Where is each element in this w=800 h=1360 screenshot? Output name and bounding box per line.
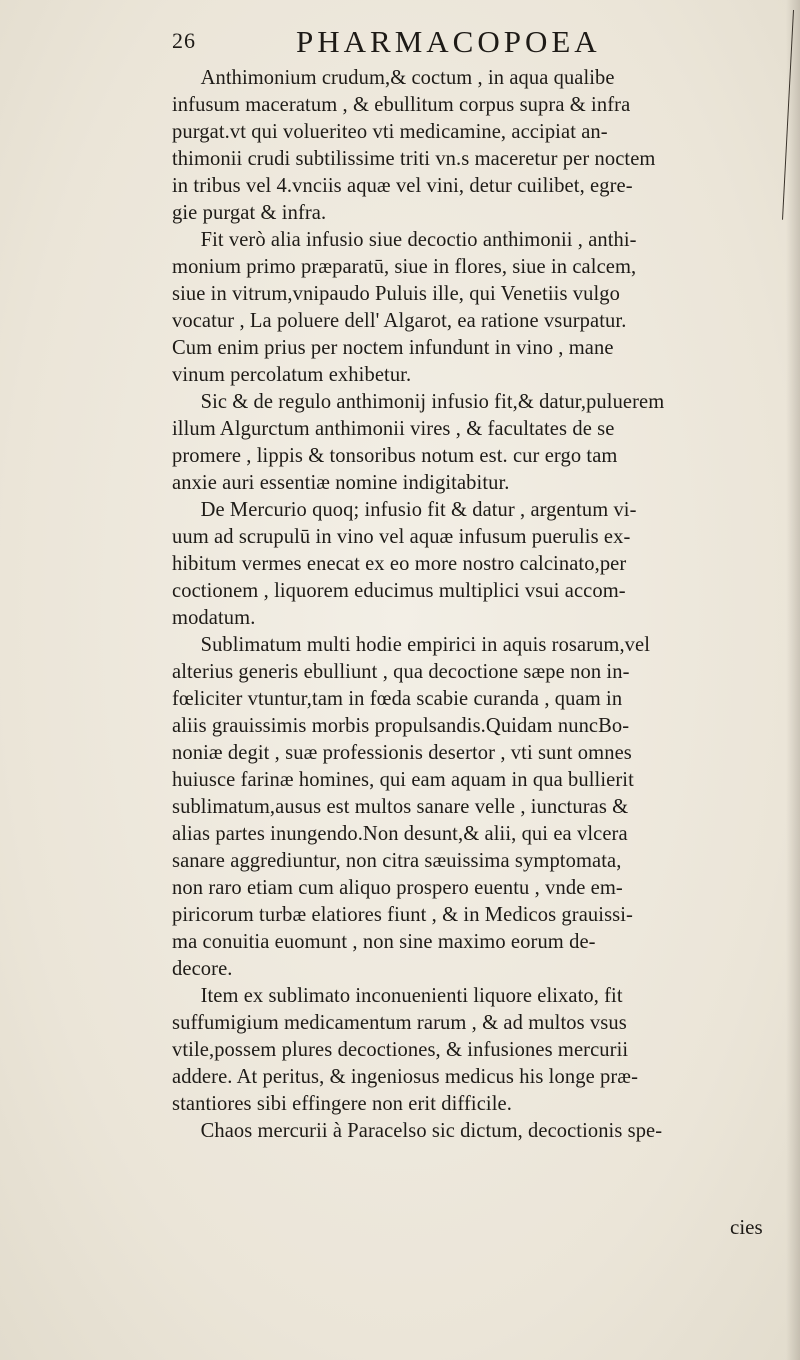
text-line: fœliciter vtuntur,tam in fœda scabie curanda , quam in [172,686,623,710]
text-line: coctionem , liquorem educimus multiplici vsui accom- [172,578,626,602]
text-line: Sublimatum multi hodie empirici in aquis rosarum,vel [200,632,651,656]
text-line: vinum percolatum exhibetur. [172,362,412,386]
body-text [172,64,800,1144]
text-line: uum ad scrupulū in vino vel aquæ infusum puerulis ex- [172,524,631,548]
text-line: thimonii crudi subtilissime triti vn.s maceretur per noctem [172,146,656,170]
text-line: piricorum turbæ elatiores fiunt , & in Medicos grauissi- [172,902,633,926]
text-line: hibitum vermes enecat ex eo more nostro calcinato,per [172,551,627,575]
text-line: vocatur , La poluere dell' Algarot, ea ratione vsurpatur. [172,308,627,332]
page-number: 26 [172,28,196,53]
text-line: Cum enim prius per noctem infundunt in vino , mane [172,335,614,359]
text-line: anxie auri essentiæ nomine indigitabitur. [172,470,510,494]
text-line: noniæ degit , suæ professionis desertor , vti sunt omnes [172,740,632,764]
text-line: Anthimonium crudum,& coctum , in aqua qualibe [200,65,615,89]
text-line: Item ex sublimato inconuenienti liquore elixato, fit [200,983,623,1007]
text-line: Sic & de regulo anthimonij infusio fit,& datur,puluerem [200,389,665,413]
text-line: De Mercurio quoq; infusio fit & datur , argentum vi- [200,497,637,521]
text-line: vtile,possem plures decoctiones, & infusiones mercurii [172,1037,629,1061]
text-line: promere , lippis & tonsoribus notum est. cur ergo tam [172,443,618,467]
text-line: purgat.vt qui volueriteo vti medicamine, accipiat an- [172,119,608,143]
text-line: alias partes inungendo.Non desunt,& alii, qui ea vlcera [172,821,628,845]
text-line: monium primo præparatū, siue in flores, siue in calcem, [172,254,637,278]
text-line: sanare aggrediuntur, non citra sæuissima symptomata, [172,848,622,872]
text-line: Chaos mercurii à Paracelso sic dictum, decoctionis spe- [200,1118,663,1142]
running-title: PHARMACOPOEA [296,24,601,59]
text-line: sublimatum,ausus est multos sanare velle , iuncturas & [172,794,629,818]
text-line: infusum maceratum , & ebullitum corpus supra & infra [172,92,631,116]
text-line: addere. At peritus, & ingeniosus medicus his longe præ- [172,1064,639,1088]
text-line: aliis grauissimis morbis propulsandis.Quidam nuncBo- [172,713,630,737]
text-line: Fit verò alia infusio siue decoctio anthimonii , anthi- [200,227,637,251]
text-line: illum Algurctum anthimonii vires , & facultates de se [172,416,615,440]
text-line: modatum. [172,605,256,629]
text-line: non raro etiam cum aliquo prospero euentu , vnde em- [172,875,623,899]
text-line: decore. [172,956,233,980]
text-line: gie purgat & infra. [172,200,327,224]
text-line: alterius generis ebulliunt , qua decoctione sæpe non in- [172,659,630,683]
page-header [172,24,732,60]
text-line: ma conuitia euomunt , non sine maximo eorum de- [172,929,596,953]
text-line: in tribus vel 4.vnciis aquæ vel vini, detur cuilibet, egre- [172,173,633,197]
text-line: siue in vitrum,vnipaudo Puluis ille, qui Venetiis vulgo [172,281,621,305]
text-line: suffumigium medicamentum rarum , & ad multos vsus [172,1010,627,1034]
text-line: huiusce farinæ homines, qui eam aquam in qua bullierit [172,767,634,791]
catchword: cies [730,1215,763,1239]
text-line: stantiores sibi effingere non erit difficile. [172,1091,512,1115]
